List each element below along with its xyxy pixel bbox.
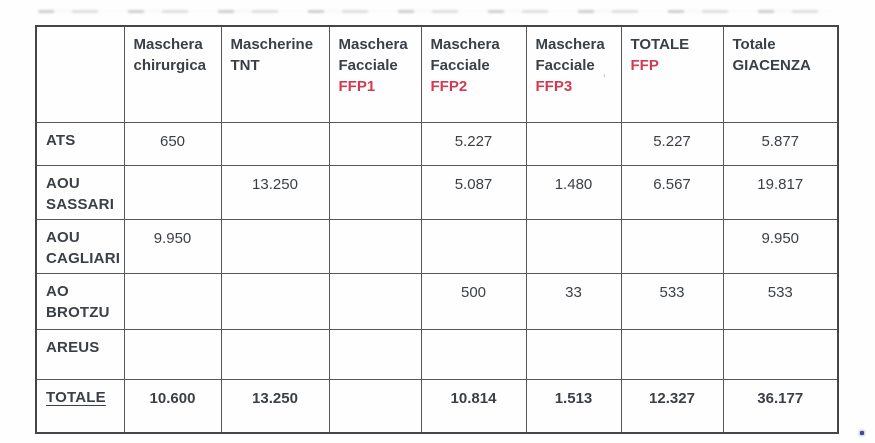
col-header-totale-giacenza — [723, 26, 838, 122]
table-row-ao-brotzu — [36, 273, 838, 329]
table-row-totale — [36, 379, 838, 433]
table-cell: 533 — [723, 273, 838, 329]
row-label-totale: TOTALE — [36, 379, 124, 433]
table-cell — [329, 219, 421, 273]
corner-cell — [36, 26, 124, 122]
table-cell: 5.227 — [621, 122, 723, 165]
table-cell: 10.600 — [124, 379, 221, 433]
col-header-label: TOTALE — [630, 36, 690, 53]
table-cell — [221, 219, 329, 273]
row-label-aou-cagliari: AOU CAGLIARI — [36, 219, 124, 273]
col-header-red-label: FFP — [630, 57, 659, 74]
table-cell — [329, 165, 421, 219]
col-header-maschera-facciale-ffp3 — [526, 26, 621, 122]
table-cell — [221, 329, 329, 379]
table-row-areus — [36, 329, 838, 379]
col-header-maschera-facciale-ffp2 — [421, 26, 526, 122]
table-cell — [124, 165, 221, 219]
table-cell — [421, 219, 526, 273]
row-label-ats: ATS — [36, 122, 124, 165]
col-header-label: Mascherine TNT — [230, 36, 314, 74]
col-header-mascherine-tnt — [221, 26, 329, 122]
row-label-areus: AREUS — [36, 329, 124, 379]
scan-artifact-dot — [860, 431, 864, 435]
col-header-label: Maschera Facciale — [430, 36, 500, 74]
table-cell: 5.087 — [421, 165, 526, 219]
col-header-maschera-facciale-ffp1 — [329, 26, 421, 122]
table-cell — [526, 219, 621, 273]
col-header-red-label: FFP2 — [430, 78, 468, 95]
row-label-aou-sassari: AOU SASSARI — [36, 165, 124, 219]
table-cell: 10.814 — [421, 379, 526, 433]
col-header-label: Maschera Facciale — [338, 36, 408, 74]
table-cell: 9.950 — [723, 219, 838, 273]
table-cell: 13.250 — [221, 165, 329, 219]
table-cell: 5.227 — [421, 122, 526, 165]
col-header-red-label: FFP3 — [535, 78, 573, 95]
col-header-maschera-chirurgica — [124, 26, 221, 122]
table-cell: 12.327 — [621, 379, 723, 433]
table-cell — [621, 329, 723, 379]
table-cell — [221, 273, 329, 329]
table-cell — [221, 122, 329, 165]
table-row-ats — [36, 122, 838, 165]
table-cell — [329, 273, 421, 329]
scan-artifact-speck: ’ — [603, 72, 606, 86]
table-cell: 1.513 — [526, 379, 621, 433]
col-header-label: Maschera Facciale — [535, 36, 605, 74]
table-cell — [723, 329, 838, 379]
table-cell: 36.177 — [723, 379, 838, 433]
row-label-ao-brotzu: AO BROTZU — [36, 273, 124, 329]
table-cell — [329, 329, 421, 379]
table-cell — [329, 379, 421, 433]
col-header-red-label: FFP1 — [338, 78, 376, 95]
table-cell — [329, 122, 421, 165]
table-cell: 13.250 — [221, 379, 329, 433]
table-cell: 5.877 — [723, 122, 838, 165]
table-cell: 650 — [124, 122, 221, 165]
table-cell: 533 — [621, 273, 723, 329]
table-cell: 9.950 — [124, 219, 221, 273]
col-header-label: Maschera chirurgica — [133, 36, 207, 74]
table-row-aou-cagliari — [36, 219, 838, 273]
table-cell: 19.817 — [723, 165, 838, 219]
table-cell — [526, 329, 621, 379]
table-cell: 500 — [421, 273, 526, 329]
table-cell — [421, 329, 526, 379]
table-row-aou-sassari — [36, 165, 838, 219]
col-header-totale-ffp — [621, 26, 723, 122]
table-cell — [621, 219, 723, 273]
scan-artifact-smudge — [38, 10, 833, 13]
table-cell: 6.567 — [621, 165, 723, 219]
col-header-label: Totale GIACENZA — [732, 36, 811, 74]
table-cell — [124, 273, 221, 329]
header-row — [36, 26, 838, 122]
table-cell: 33 — [526, 273, 621, 329]
table-cell — [526, 122, 621, 165]
table-cell: 1.480 — [526, 165, 621, 219]
table-cell — [124, 329, 221, 379]
mask-inventory-table — [35, 25, 839, 434]
